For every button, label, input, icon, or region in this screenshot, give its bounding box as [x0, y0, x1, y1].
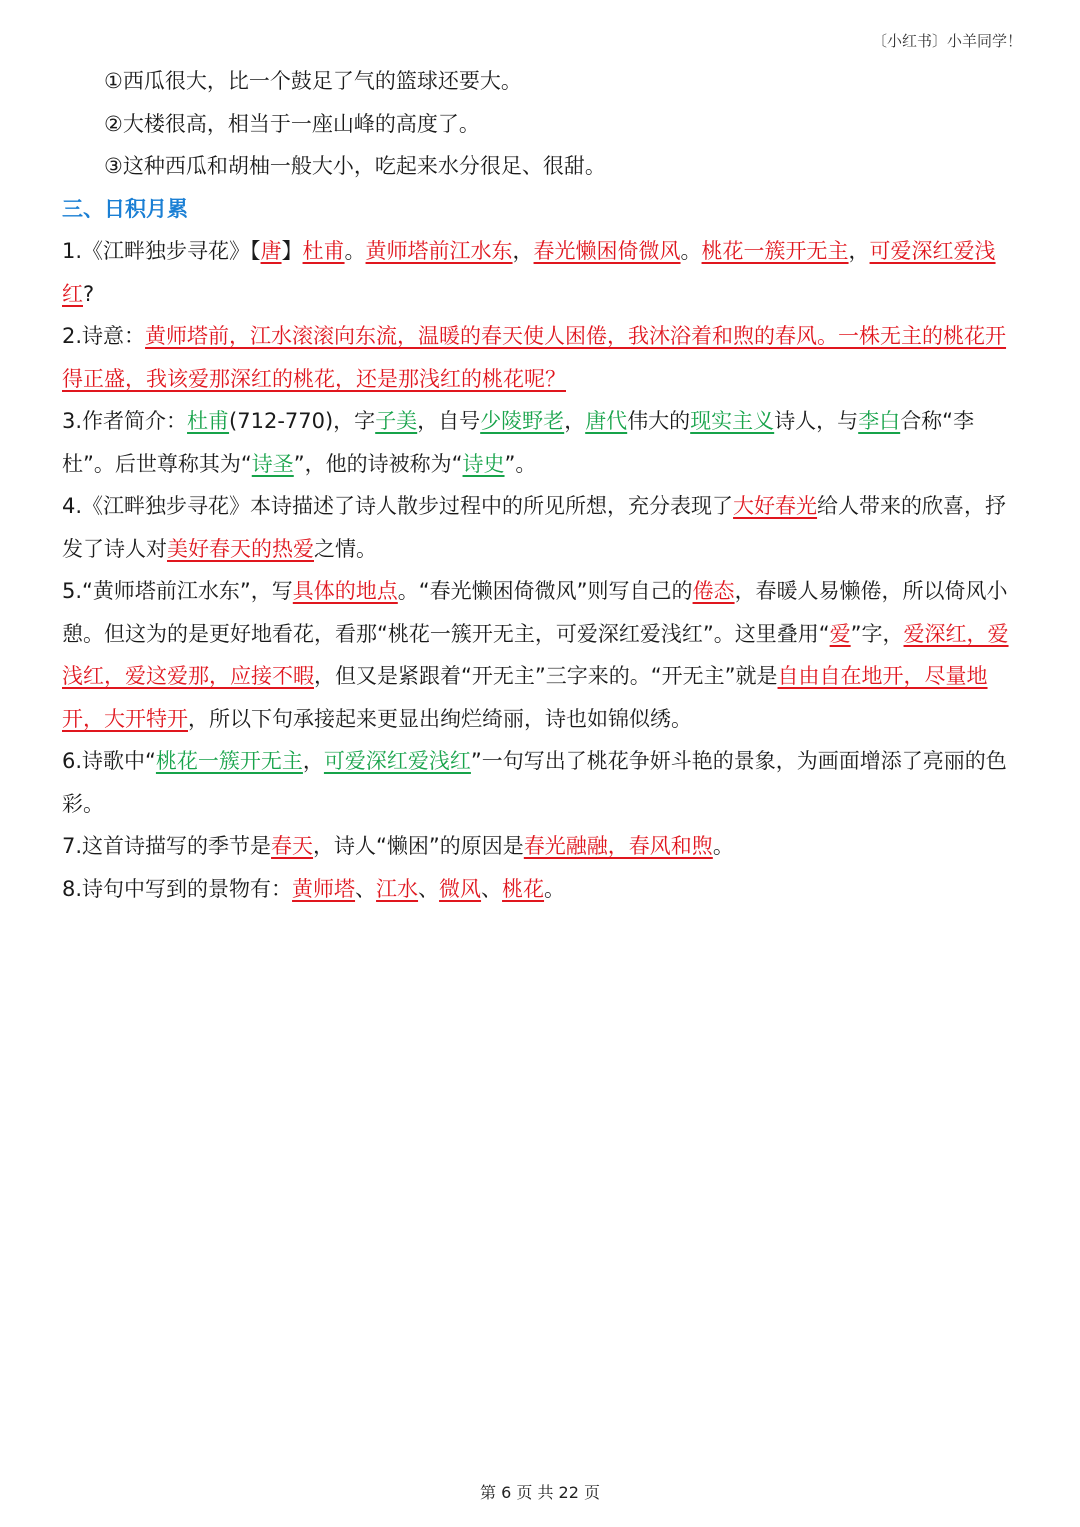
plain-text: 。“春光懒困倚微风”则写自己的	[397, 579, 693, 603]
plain-text: ?	[83, 281, 95, 306]
plain-text: 7.这首诗描写的季节是	[62, 834, 272, 858]
plain-text: 5.“黄师塔前江水东”，写	[62, 579, 293, 603]
item-7	[62, 825, 1022, 868]
red-answer-text: 爱深红，爱浅红，爱这爱那，应接不暇	[62, 621, 1009, 688]
red-answer-text: 可爱深红爱浅红	[62, 239, 996, 306]
example-sentence: ①西瓜很大，比一个鼓足了气的篮球还要大。	[104, 69, 522, 93]
plain-text: 4.《江畔独步寻花》本诗描述了诗人散步过程中的所见所想，充分表现了	[62, 494, 734, 518]
item-5	[62, 570, 1022, 740]
plain-text: 、	[481, 876, 503, 901]
red-answer-text: 具体的地点	[292, 579, 398, 603]
plain-text: ，	[848, 239, 870, 263]
plain-text: ”字，	[850, 621, 904, 646]
plain-text: ”，他的诗被称为“	[293, 451, 463, 476]
green-answer-text: 唐代	[585, 409, 628, 433]
page-header: 〔小红书〕小羊同学！	[871, 32, 1022, 50]
plain-text: 。	[712, 834, 734, 858]
red-answer-text: 江水	[376, 876, 419, 901]
plain-text: 诗人，与	[774, 409, 859, 433]
plain-text: 2.诗意：	[62, 324, 146, 348]
item-4	[62, 485, 1022, 570]
plain-text: ，	[564, 409, 586, 433]
page-footer: 第 6 页 共 22 页	[480, 1483, 600, 1502]
red-answer-text: 黄师塔	[292, 876, 356, 901]
item-1	[62, 230, 1022, 315]
plain-text: 给人带来的欣喜，抒发了诗人对	[62, 494, 1007, 561]
plain-text: ，自号	[417, 409, 481, 433]
plain-text: 6.诗歌中“	[62, 749, 156, 773]
green-answer-text: 现实主义	[690, 409, 775, 433]
plain-text: 】	[281, 239, 303, 263]
red-answer-text: 自由自在地开，尽量地开，大开特开	[62, 664, 988, 731]
example-sentence: ②大楼很高，相当于一座山峰的高度了。	[104, 111, 480, 136]
plain-text: (712-770)，字	[229, 409, 376, 433]
section-title: 三、日积月累	[62, 196, 188, 221]
plain-text: 8.诗句中写到的景物有：	[62, 876, 293, 901]
green-answer-text: 桃花一簇开无主	[155, 749, 303, 773]
item-3	[62, 400, 1022, 485]
green-answer-text: 李白	[858, 409, 901, 433]
plain-text: 。	[680, 239, 702, 263]
red-answer-text: 黄师塔前江水东	[365, 239, 513, 263]
red-answer-text: 黄师塔前，江水滚滚向东流，温暖的春天使人困倦，我沐浴着和煦的春风。一株无主的桃花开得正盛，我该爱那深红的桃花，还是那浅红的桃花呢？	[62, 324, 1007, 391]
red-answer-text: 桃花	[502, 876, 545, 901]
red-answer-text: 倦态	[692, 579, 735, 603]
plain-text: 伟大的	[627, 409, 691, 433]
green-answer-text: 诗圣	[251, 451, 294, 476]
plain-text: ”一句写出了桃花争妍斗艳的景象，为画面增添了亮丽的色彩。	[62, 749, 1007, 816]
plain-text: ，所以下句承接起来更显出绚烂绮丽，诗也如锦似绣。	[188, 706, 692, 731]
example-sentence: ③这种西瓜和胡柚一般大小，吃起来水分很足、很甜。	[104, 154, 606, 178]
plain-text: 合称“李杜”。后世尊称其为“	[62, 409, 975, 476]
accumulation-items	[62, 230, 1022, 910]
plain-text: 3.作者简介：	[62, 409, 188, 433]
red-answer-text: 美好春天的热爱	[167, 536, 314, 561]
plain-text: ，但又是紧跟着“开无主”三字来的。“开无主”就是	[314, 664, 778, 688]
green-answer-text: 子美	[375, 409, 418, 433]
green-answer-text: 可爱深红爱浅红	[323, 749, 471, 773]
red-answer-text: 爱	[829, 621, 851, 646]
document-body	[62, 60, 1022, 910]
item-6	[62, 740, 1022, 825]
red-answer-text: 杜甫	[302, 239, 345, 263]
red-answer-text: 春光融融，春风和煦	[523, 834, 713, 858]
red-answer-text: 桃花一簇开无主	[701, 239, 849, 263]
plain-text: ”。	[504, 451, 537, 476]
plain-text: 。	[344, 239, 366, 263]
plain-text: 。	[544, 876, 566, 901]
red-answer-text: 春光懒困倚微风	[533, 239, 681, 263]
plain-text: ，春暖人易懒倦，所以倚风小憩。但这为的是更好地看花，看那“桃花一簇开无主，可爱深红爱浅红”。这里叠用“	[62, 579, 1008, 646]
green-answer-text: 诗史	[462, 451, 505, 476]
plain-text: ，诗人“懒困”的原因是	[313, 834, 524, 858]
plain-text: 1.《江畔独步寻花》【	[62, 239, 261, 263]
red-answer-text: 大好春光	[733, 494, 818, 518]
plain-text: ，	[512, 239, 534, 263]
item-8	[62, 868, 1022, 911]
red-answer-text: 微风	[439, 876, 482, 901]
item-2	[62, 315, 1022, 400]
red-answer-text: 唐	[260, 239, 282, 263]
plain-text: 之情。	[314, 536, 377, 561]
plain-text: 、	[355, 876, 377, 901]
green-answer-text: 少陵野老	[480, 409, 565, 433]
plain-text: 、	[418, 876, 440, 901]
plain-text: ，	[302, 749, 324, 773]
red-answer-text: 春天	[271, 834, 314, 858]
green-answer-text: 杜甫	[187, 409, 230, 433]
